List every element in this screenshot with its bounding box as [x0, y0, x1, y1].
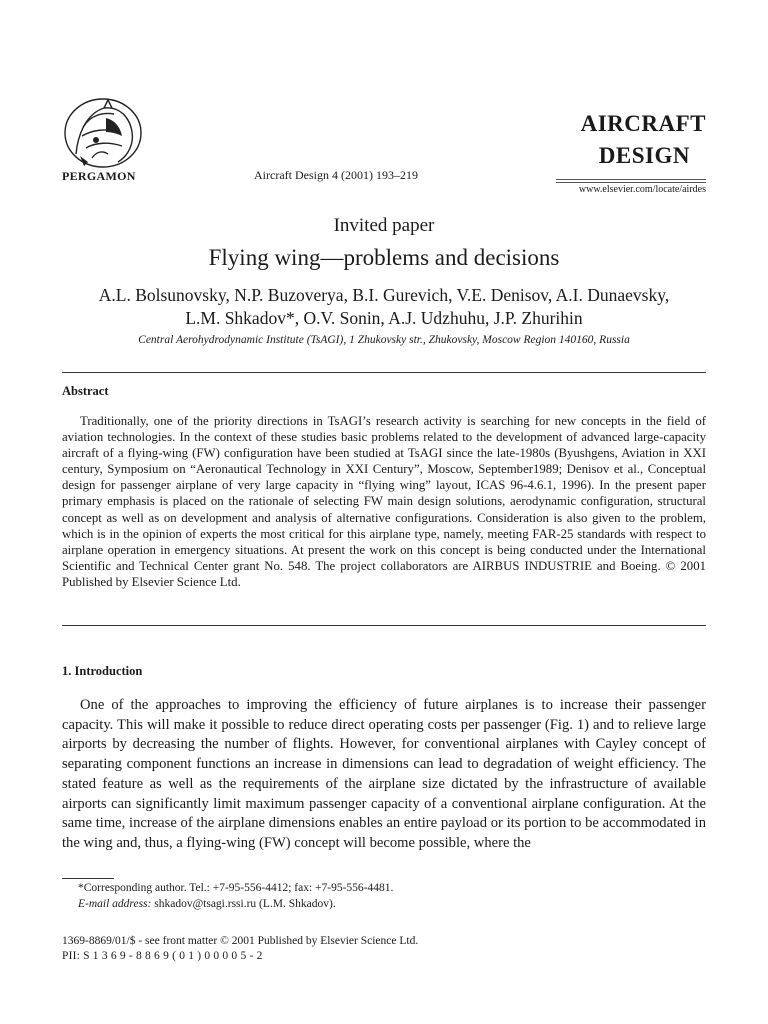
issn-line: 1369-8869/01/$ - see front matter © 2001 Published by Elsevier Science Ltd. [62, 935, 419, 947]
journal-citation: Aircraft Design 4 (2001) 193–219 [254, 168, 418, 182]
introduction-text: One of the approaches to improving the efficiency of future airplanes is to increase their passenger capacity. This will make it possible to reduce direct operating costs per passenger (Fig. 1) and to relieve large airports by decreasing the number of flights. However, for conventional airplanes with Cayley concept of separating component functions an increase in dimensions can lead to degradation of weight efficiency. The stated feature as well as the requirements of the airplane size dictated by the infrastructure of available airports can significantly limit maximum passenger capacity of a conventional airplane configuration. At the same time, increase of the airplane dimensions enables an entire payload or its portion to be accommodated in the wing and, thus, a flying-wing (FW) concept will become possible, where the [62, 697, 706, 851]
authors-line-2: L.M. Shkadov*, O.V. Sonin, A.J. Udzhuhu, J.P. Zhurihin [185, 308, 583, 328]
journal-rule-top [556, 179, 706, 180]
authors-line-1: A.L. Bolsunovsky, N.P. Buzoverya, B.I. Gurevich, V.E. Denisov, A.I. Dunaevsky, [98, 285, 670, 305]
abstract-top-rule [62, 372, 706, 373]
footnote-rule [62, 878, 114, 879]
email-footnote [78, 898, 336, 910]
section-heading-introduction: 1. Introduction [62, 664, 143, 678]
abstract-heading: Abstract [62, 384, 109, 398]
pii-line: PII: S 1 3 6 9 - 8 8 6 9 ( 0 1 ) 0 0 0 0 5 - 2 [62, 950, 263, 962]
publisher-name: PERGAMON [62, 169, 136, 183]
journal-url-link[interactable]: www.elsevier.com/locate/airdes [578, 184, 706, 195]
journal-title-line1: AIRCRAFT [580, 111, 706, 136]
email-value[interactable]: shkadov@tsagi.rssi.ru (L.M. Shkadov). [151, 898, 336, 910]
paper-title: Flying wing—problems and decisions [208, 245, 560, 270]
journal-title-line2: DESIGN [598, 143, 690, 168]
paper-type: Invited paper [333, 215, 435, 236]
email-label: E-mail address: [78, 898, 152, 910]
affiliation: Central Aerohydrodynamic Institute (TsAGI), 1 Zhukovsky str., Zhukovsky, Moscow Region 140160, Russia [138, 334, 630, 346]
corresponding-author-footnote: *Corresponding author. Tel.: +7-95-556-4412; fax: +7-95-556-4481. [78, 882, 394, 894]
journal-rule-bottom [556, 182, 706, 183]
abstract-bottom-rule [62, 625, 706, 626]
pergamon-logo-icon [62, 96, 144, 170]
abstract-text: Traditionally, one of the priority directions in TsAGI’s research activity is searching for new concepts in the field of aviation technologies. In the context of these studies basic problems related to the development of advanced large-capacity aircraft of a flying-wing (FW) configuration have been studied at TsAGI since the late-1980s (Byushgens, Aviation in XXI century, Symposium on “Aeronautical Technology in XXI Century”, Moscow, September1989; Denisov et al., Conceptual design for passenger airplane of very large capacity in “flying wing” layout, ICAS 96-4.6.1, 1996). In the present paper primary emphasis is placed on the rationale of selecting FW main design solutions, aerodynamic configuration, structural concept as well as on development and analysis of alternative configurations. Consideration is also given to the problem, which is in the opinion of experts the most critical for this airplane type, namely, meeting FAR-25 standards with respect to airplane operation in emergency situations. At present the work on this concept is being conducted under the International Scientific and Technical Center grant No. 548. The project collaborators are AIRBUS INDUSTRIE and Boeing. © 2001 Published by Elsevier Science Ltd. [62, 414, 706, 589]
